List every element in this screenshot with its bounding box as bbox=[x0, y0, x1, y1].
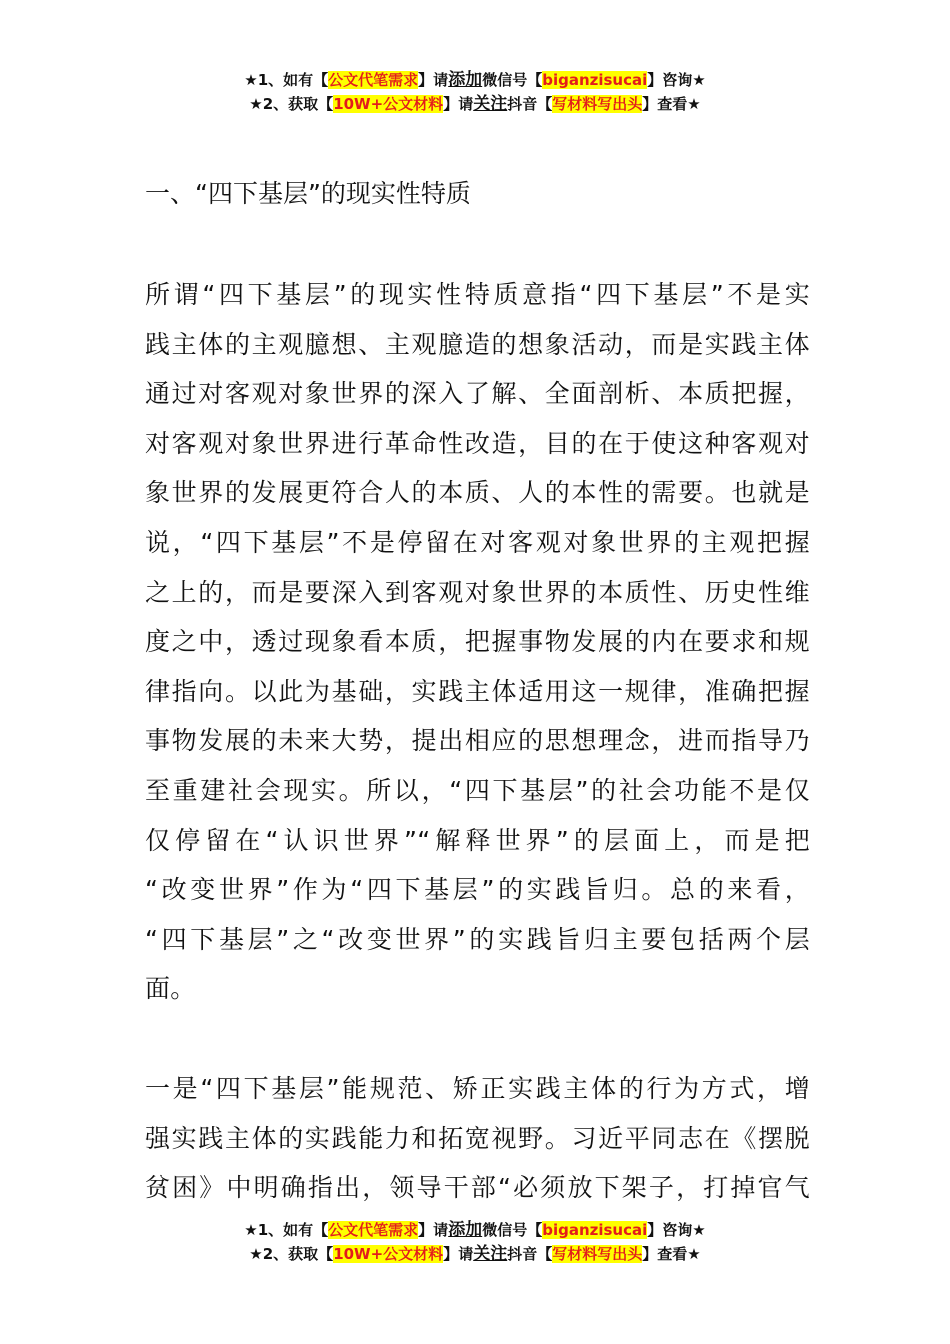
promo-text: ★2、获取【 bbox=[249, 1245, 334, 1263]
text-line: 所谓“四下基层”的现实性特质意指“四下基层”不是实 bbox=[145, 280, 810, 309]
text-line: 至重建社会现实。所以，“四下基层”的社会功能不是仅 bbox=[145, 775, 810, 805]
text-line: 面。 bbox=[145, 974, 196, 1004]
text-line: 说，“四下基层”不是停留在对客观对象世界的主观把握 bbox=[145, 527, 810, 557]
promo-text: 】请 bbox=[443, 95, 474, 113]
promo-text: 微信号【 bbox=[482, 71, 543, 89]
promo-text: ★1、如有【 bbox=[244, 1221, 329, 1239]
promo-text: 微信号【 bbox=[482, 1221, 543, 1239]
promo-underline: 添加 bbox=[448, 70, 483, 90]
promo-line-1 bbox=[0, 68, 950, 92]
paragraph-2 bbox=[145, 1064, 810, 1213]
promo-douyin-id: 写材料写出头 bbox=[552, 95, 643, 113]
text-line: 贫困》中明确指出，领导干部“必须放下架子，打掉官气 bbox=[145, 1173, 810, 1203]
promo-line-1 bbox=[0, 1218, 950, 1242]
paragraph-1 bbox=[145, 270, 810, 1014]
promo-line-2 bbox=[0, 92, 950, 116]
top-promo-banner bbox=[0, 68, 950, 116]
bottom-promo-banner bbox=[0, 1218, 950, 1266]
promo-underline: 添加 bbox=[448, 1220, 483, 1240]
promo-text: 】咨询★ bbox=[647, 71, 706, 89]
text-line: 律指向。以此为基础，实践主体适用这一规律，准确把握 bbox=[145, 676, 810, 706]
text-line: 之上的，而是要深入到客观对象世界的本质性、历史性维 bbox=[145, 577, 810, 607]
promo-highlight: 10W+公文材料 bbox=[333, 1245, 444, 1263]
promo-text: 】咨询★ bbox=[647, 1221, 706, 1239]
promo-text: 】请 bbox=[418, 71, 449, 89]
promo-highlight: 公文代笔需求 bbox=[328, 1221, 419, 1239]
promo-text: 抖音【 bbox=[507, 1245, 553, 1263]
promo-underline: 关注 bbox=[473, 1244, 508, 1264]
promo-text: 】请 bbox=[443, 1245, 474, 1263]
text-line: 对客观对象世界进行革命性改造，目的在于使这种客观对 bbox=[145, 428, 810, 458]
promo-douyin-id: 写材料写出头 bbox=[552, 1245, 643, 1263]
promo-text: 】查看★ bbox=[642, 95, 701, 113]
text-line: 事物发展的未来大势，提出相应的思想理念，进而指导乃 bbox=[145, 726, 810, 756]
promo-underline: 关注 bbox=[473, 94, 508, 114]
text-line: 象世界的发展更符合人的本质、人的本性的需要。也就是 bbox=[145, 478, 810, 508]
promo-line-2 bbox=[0, 1242, 950, 1266]
promo-text: ★2、获取【 bbox=[249, 95, 334, 113]
text-line: 践主体的主观臆想、主观臆造的想象活动，而是实践主体 bbox=[145, 329, 810, 359]
text-line: 强实践主体的实践能力和拓宽视野。习近平同志在《摆脱 bbox=[145, 1123, 810, 1153]
promo-highlight: 10W+公文材料 bbox=[333, 95, 444, 113]
promo-text: 】查看★ bbox=[642, 1245, 701, 1263]
text-line: 一是“四下基层”能规范、矫正实践主体的行为方式，增 bbox=[145, 1074, 810, 1103]
section-heading: 一、“四下基层”的现实性特质 bbox=[145, 179, 471, 208]
promo-text: 】请 bbox=[418, 1221, 449, 1239]
text-line: 度之中，透过现象看本质，把握事物发展的内在要求和规 bbox=[145, 627, 810, 657]
promo-highlight: 公文代笔需求 bbox=[328, 71, 419, 89]
promo-wechat-id: biganzisucai bbox=[542, 71, 648, 89]
text-line: 仅停留在“认识世界”“解释世界”的层面上，而是把 bbox=[145, 825, 810, 855]
text-line: “改变世界”作为“四下基层”的实践旨归。总的来看， bbox=[145, 875, 810, 905]
promo-text: 抖音【 bbox=[507, 95, 553, 113]
text-line: 通过对客观对象世界的深入了解、全面剖析、本质把握， bbox=[145, 379, 810, 409]
text-line: “四下基层”之“改变世界”的实践旨归主要包括两个层 bbox=[145, 924, 810, 954]
promo-text: ★1、如有【 bbox=[244, 71, 329, 89]
promo-wechat-id: biganzisucai bbox=[542, 1221, 648, 1239]
